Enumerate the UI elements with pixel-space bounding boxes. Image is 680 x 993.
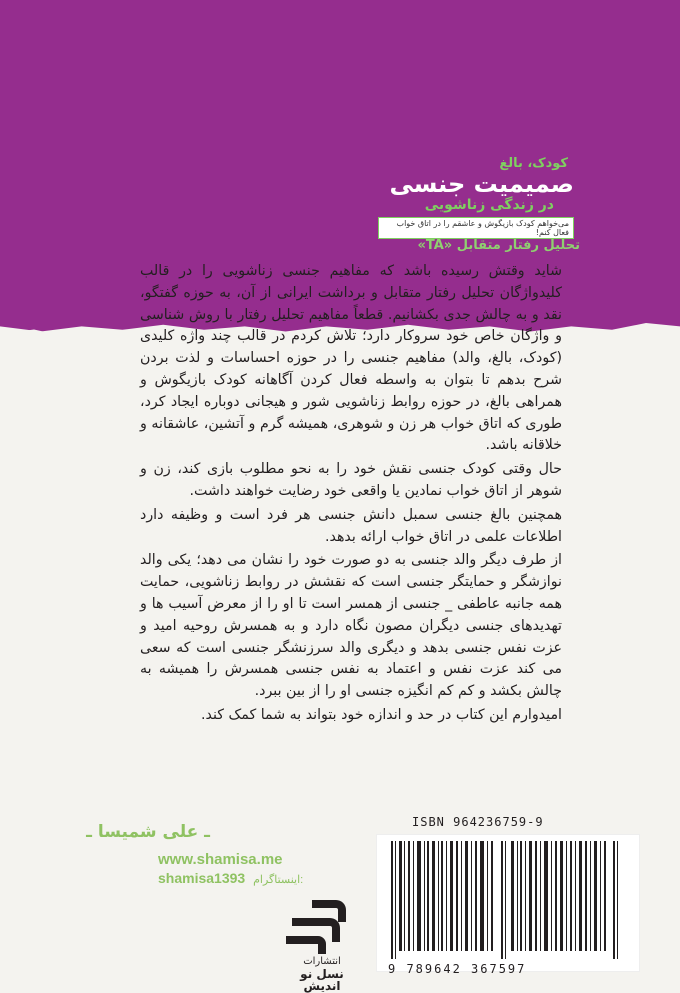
author-signature: ـ علی شمیسا ـ xyxy=(86,822,210,842)
logo-slogan: می‌خواهم کودک بازیگوش و عاشقم را در اتاق خواب فعال کنم! xyxy=(378,217,574,239)
barcode-digits: 9 789642 367597 xyxy=(388,962,527,976)
publisher-title: نسل نو اندیش xyxy=(300,967,344,993)
paragraph: حال وقتی کودک جنسی نقش خود را به نحو مطلوب بازی کند، زن و شوهر از اتاق خواب نمادین یا واقعی خود رضایت خواهند داشت. xyxy=(140,461,562,499)
barcode-box xyxy=(376,834,640,972)
isbn-text: ISBN 964236759-9 xyxy=(412,815,544,829)
publisher-label: انتشارات xyxy=(303,956,341,967)
paragraph: شاید وقتش رسیده باشد که مفاهیم جنسی زناشویی را در قالب کلیدواژگان تحلیل رفتار متقابل و برداشت ایرانی از آن، به حوزه گفتگو، نقد و به چالش جدی بکشانیم. قطعاً مفاهیم تحلیل رفتار با روش شناسی و واژگان خاص خود سروکار دارد؛ تلاش کردم در قالب چند واژه کلیدی (کودک، بالغ، والد) مفاهیم جنسی را در حوزه احساسات و لذت بردن شرح بدهم تا بتوان به واسطه فعال کردن آگاهانه کودک بازیگوش و همراهی بالغ، در حوزه روابط زناشویی شور و هیجانی دوباره ایجاد کرد، طوری که اتاق خواب هر زن و شوهری، همیشه گرم و آتشین، عاشقانه و خلاقانه باشد. xyxy=(140,263,562,454)
barcode-icon xyxy=(377,835,639,971)
paragraph: همچنین بالغ جنسی سمبل دانش جنسی هر فرد است و وظیفه دارد اطلاعات علمی در اتاق خواب ارائه بدهد. xyxy=(140,506,562,545)
section-subhead: تحلیل رفتار متقابل «TA» xyxy=(417,238,580,253)
website-link[interactable]: www.shamisa.me xyxy=(158,851,283,868)
back-cover-text xyxy=(140,261,562,729)
instagram-label: اینستاگرام: xyxy=(253,874,304,886)
logo-subtitle: کودک، بالغ xyxy=(499,156,568,171)
instagram-line xyxy=(158,870,303,886)
instagram-handle[interactable]: shamisa1393 xyxy=(158,870,246,886)
paragraph: از طرف دیگر والد جنسی به دو صورت خود را نشان می دهد؛ یکی والد نوازشگر و حمایتگر جنسی است که نقشش در روابط زناشویی، حمایت همه جانبه عاطفی _ جنسی از همسر است تا او را از معرض آسیب ها و تهدیدهای جنسی دیگران مصون نگاه دارد و به همسرش روحیه امید و عزت نفس جنسی بدهد و دیگری والد سرزنشگر جنسی است که سعی می کند عزت نفس و اعتماد به نفس جنسی همسرش را همیشه به چالش بکشد و کم کم انگیزه جنسی او را از بین ببرد. xyxy=(140,552,562,700)
publisher-logo-icon xyxy=(282,898,352,958)
logo-tagline-green: در زندگی زناشویی xyxy=(424,197,554,213)
book-title-logo xyxy=(378,156,574,236)
logo-title: صمیمیت جنسی xyxy=(389,170,574,198)
paragraph: امیدوارم این کتاب در حد و اندازه خود بتواند به شما کمک کند. xyxy=(201,706,562,723)
